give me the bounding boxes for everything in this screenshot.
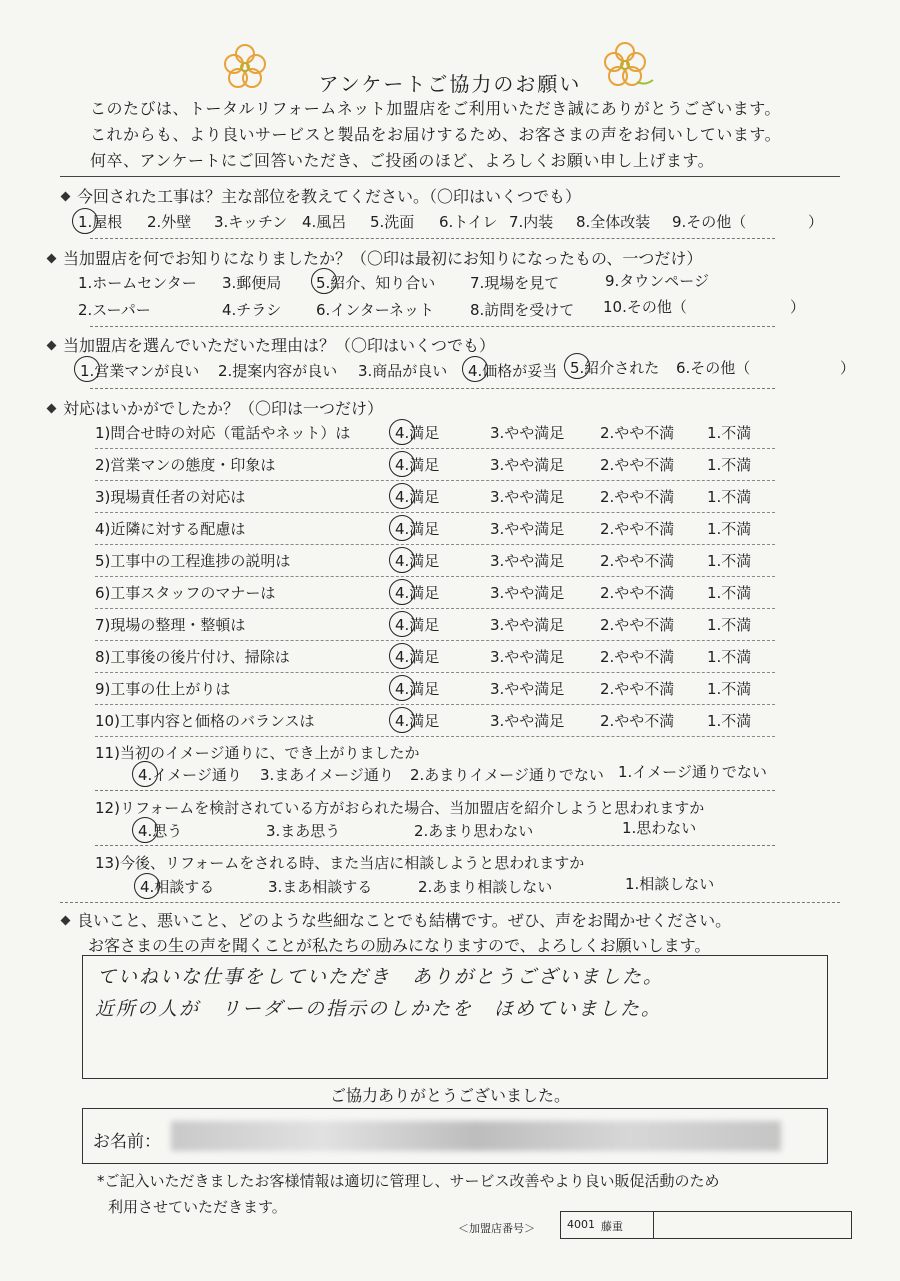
intro-line-1: このたびは、トータルリフォームネット加盟店をご利用いただき誠にありがとうございます。: [90, 99, 781, 118]
q4-choice-3[interactable]: 3.やや満足: [490, 520, 565, 538]
q4-row: [95, 480, 775, 513]
q2-option-post-office[interactable]: 3.郵便局: [222, 274, 282, 292]
q4-choice-3[interactable]: 3.やや満足: [490, 712, 565, 730]
thanks-text: ご協力ありがとうございました。: [329, 1086, 570, 1105]
q3-option-price[interactable]: 4.価格が妥当: [468, 360, 557, 381]
q4-choice-2[interactable]: 2.やや不満: [600, 616, 675, 634]
q4-choice-3[interactable]: 3.やや満足: [490, 424, 565, 442]
divider: [60, 176, 840, 177]
privacy-line-2: 利用させていただきます。: [108, 1198, 287, 1216]
q4-row-label: 10)工事内容と価格のバランスは: [95, 712, 315, 730]
divider: [90, 388, 775, 389]
q4-choice-3[interactable]: 3.やや満足: [490, 456, 565, 474]
q1-label: 今回された工事は？主な部位を教えてください。（〇印はいくつでも）: [77, 187, 582, 206]
q2-option-other[interactable]: 10.その他（: [603, 298, 687, 316]
intro-line-2: これからも、より良いサービスと製品をお届けするため、お客さまの声をお伺いしています。: [90, 125, 782, 144]
q4-choice-2[interactable]: 2.やや不満: [600, 520, 675, 538]
q11-option-1[interactable]: 1.イメージ通りでない: [618, 763, 767, 781]
q1-option-toilet[interactable]: 6.トイレ: [439, 213, 498, 231]
q4-choice-1[interactable]: 1.不満: [707, 552, 752, 570]
q4-label: 対応はいかがでしたか？（〇印は一つだけ）: [63, 399, 384, 418]
q4-choice-4[interactable]: 4.満足: [395, 582, 439, 603]
q4-choice-3[interactable]: 3.やや満足: [490, 648, 565, 666]
q4-row: [95, 704, 775, 737]
q4-choice-2[interactable]: 2.やや不満: [600, 712, 675, 730]
q1-heading: [62, 184, 581, 207]
q4-choice-4[interactable]: 4.満足: [395, 550, 439, 571]
q4-row: [95, 416, 775, 449]
q3-option-proposal[interactable]: 2.提案内容が良い: [218, 362, 338, 380]
q13-option-1[interactable]: 1.相談しない: [625, 875, 715, 893]
q1-option-full-renovation[interactable]: 8.全体改装: [576, 213, 651, 231]
q2-option-site[interactable]: 7.現場を見て: [470, 274, 560, 292]
q2-option-flyer[interactable]: 4.チラシ: [222, 301, 282, 319]
q4-row: [95, 512, 775, 545]
q4-row-label: 2)営業マンの態度・印象は: [95, 456, 276, 474]
q4-choice-3[interactable]: 3.やや満足: [490, 552, 565, 570]
name-redacted: [171, 1121, 781, 1151]
q11-option-2[interactable]: 2.あまりイメージ通りでない: [410, 766, 604, 784]
q4-row: [95, 608, 775, 641]
q12-label: 12)リフォームを検討されている方がおられた場合、当加盟店を紹介しようと思われますか: [95, 799, 705, 817]
q4-choice-3[interactable]: 3.やや満足: [490, 584, 565, 602]
divider: [60, 902, 840, 903]
q11-option-3[interactable]: 3.まあイメージ通り: [260, 766, 394, 784]
q4-choice-4[interactable]: 4.満足: [395, 614, 439, 635]
q4-row-label: 1)問合せ時の対応（電話やネット）は: [95, 424, 351, 442]
q4-choice-4[interactable]: 4.満足: [395, 646, 439, 667]
q3-option-referred[interactable]: 5.紹介された: [570, 357, 659, 378]
member-number-label: ＜加盟店番号＞: [458, 1222, 535, 1235]
page-title: アンケートご協力のお願い: [318, 72, 582, 96]
q2-heading: [48, 246, 702, 269]
q13-label: 13)今後、リフォームをされる時、また当店に相談しようと思われますか: [95, 854, 585, 872]
member-number: 4001: [567, 1218, 595, 1231]
q4-choice-3[interactable]: 3.やや満足: [490, 680, 565, 698]
q4-choice-2[interactable]: 2.やや不満: [600, 648, 675, 666]
q4-row: [95, 448, 775, 481]
intro-line-3: 何卒、アンケートにご回答いただき、ご投函のほど、よろしくお願い申し上げます。: [90, 151, 715, 170]
q4-choice-4[interactable]: 4.満足: [395, 422, 439, 443]
q2-option-visit[interactable]: 8.訪問を受けて: [470, 301, 575, 319]
q11-label: 11)当初のイメージ通りに、でき上がりましたか: [95, 744, 420, 762]
comments-sublabel: お客さまの生の声を聞くことが私たちの励みになりますので、よろしくお願いします。: [88, 936, 711, 955]
q2-label: 当加盟店を何でお知りになりましたか？（〇印は最初にお知りになったもの、一つだけ）: [63, 249, 703, 268]
comment-line-2: 近所の人が リーダーの指示のしかたを ほめていました。: [95, 998, 663, 1020]
q4-choice-2[interactable]: 2.やや不満: [600, 424, 675, 442]
q4-choice-2[interactable]: 2.やや不満: [600, 456, 675, 474]
q4-choice-1[interactable]: 1.不満: [707, 456, 752, 474]
member-number-box: [560, 1211, 852, 1239]
q4-row-label: 6)工事スタッフのマナーは: [95, 584, 276, 602]
q4-row-label: 8)工事後の後片付け、掃除は: [95, 648, 290, 666]
q4-row: [95, 640, 775, 673]
q4-choice-1[interactable]: 1.不満: [707, 616, 752, 634]
q2-option-internet[interactable]: 6.インターネット: [316, 301, 434, 319]
q1-option-washroom[interactable]: 5.洗面: [370, 213, 415, 231]
q1-option-interior[interactable]: 7.内装: [509, 213, 554, 231]
q4-choice-2[interactable]: 2.やや不満: [600, 584, 675, 602]
q12-option-4[interactable]: 4.思う: [138, 820, 182, 841]
comments-label: 良いこと、悪いこと、どのような些細なことでも結構です。ぜひ、声をお聞かせください。: [77, 911, 732, 930]
q1-option-roof[interactable]: 1.屋根: [78, 211, 122, 232]
q13-option-3[interactable]: 3.まあ相談する: [268, 878, 373, 896]
q4-choice-1[interactable]: 1.不満: [707, 488, 752, 506]
q2-other-close: ）: [790, 298, 806, 316]
q4-choice-4[interactable]: 4.満足: [395, 454, 439, 475]
q12-option-1[interactable]: 1.思わない: [622, 819, 697, 837]
q4-row: [95, 576, 775, 609]
name-label: お名前：: [93, 1132, 161, 1152]
q4-row-label: 3)現場責任者の対応は: [95, 488, 246, 506]
q1-option-wall[interactable]: 2.外壁: [147, 213, 192, 231]
q3-label: 当加盟店を選んでいただいた理由は？（〇印はいくつでも）: [63, 336, 496, 355]
q4-choice-1[interactable]: 1.不満: [707, 584, 752, 602]
q4-row-label: 5)工事中の工程進捗の説明は: [95, 552, 291, 570]
member-name: 藤重: [601, 1220, 623, 1233]
q3-option-other[interactable]: 6.その他（: [676, 359, 751, 377]
q3-option-sales[interactable]: 1.営業マンが良い: [80, 360, 199, 381]
q4-row-label: 4)近隣に対する配慮は: [95, 520, 246, 538]
q4-row: [95, 544, 775, 577]
q4-choice-3[interactable]: 3.やや満足: [490, 616, 565, 634]
q4-row: [95, 672, 775, 705]
q4-choice-4[interactable]: 4.満足: [395, 486, 439, 507]
divider: [95, 845, 775, 846]
privacy-line-1: *ご記入いただきましたお客様情報は適切に管理し、サービス改善やより良い販促活動のため: [97, 1172, 720, 1190]
q3-heading: [48, 333, 495, 356]
divider: [90, 326, 775, 327]
q2-option-referral[interactable]: 5.紹介、知り合い: [316, 272, 435, 293]
q1-option-kitchen[interactable]: 3.キッチン: [214, 213, 288, 231]
q4-choice-2[interactable]: 2.やや不満: [600, 488, 675, 506]
q4-choice-4[interactable]: 4.満足: [395, 518, 439, 539]
q12-option-2[interactable]: 2.あまり思わない: [414, 822, 534, 840]
q4-choice-4[interactable]: 4.満足: [395, 710, 439, 731]
q4-row-label: 7)現場の整理・整頓は: [95, 616, 246, 634]
q2-option-townpage[interactable]: 9.タウンページ: [605, 272, 710, 290]
q4-choice-3[interactable]: 3.やや満足: [490, 488, 565, 506]
q12-option-3[interactable]: 3.まあ思う: [266, 822, 341, 840]
name-box[interactable]: [82, 1108, 828, 1164]
q4-choice-1[interactable]: 1.不満: [707, 648, 752, 666]
q4-choice-1[interactable]: 1.不満: [707, 520, 752, 538]
q4-choice-1[interactable]: 1.不満: [707, 680, 752, 698]
q13-option-2[interactable]: 2.あまり相談しない: [418, 878, 553, 896]
q4-row-label: 9)工事の仕上がりは: [95, 680, 231, 698]
comment-line-1: ていねいな仕事をしていただき ありがとうございました。: [97, 966, 665, 988]
q4-choice-1[interactable]: 1.不満: [707, 424, 752, 442]
q3-other-close: ）: [840, 359, 856, 377]
q4-choice-2[interactable]: 2.やや不満: [600, 552, 675, 570]
q3-option-product[interactable]: 3.商品が良い: [358, 362, 448, 380]
q1-other-close: ）: [808, 213, 824, 231]
q1-option-bath[interactable]: 4.風呂: [302, 213, 347, 231]
comment-box[interactable]: [82, 955, 828, 1079]
q1-option-other[interactable]: 9.その他（: [672, 213, 747, 231]
q2-option-home-center[interactable]: 1.ホームセンター: [78, 274, 197, 292]
q11-option-4[interactable]: 4.イメージ通り: [138, 764, 242, 785]
q4-choice-2[interactable]: 2.やや不満: [600, 680, 675, 698]
q4-choice-4[interactable]: 4.満足: [395, 678, 439, 699]
divider: [95, 790, 775, 791]
q4-choice-1[interactable]: 1.不満: [707, 712, 752, 730]
q2-option-supermarket[interactable]: 2.スーパー: [78, 301, 151, 319]
divider: [90, 238, 775, 239]
comments-heading: [62, 908, 731, 931]
q13-option-4[interactable]: 4.相談する: [140, 876, 214, 897]
